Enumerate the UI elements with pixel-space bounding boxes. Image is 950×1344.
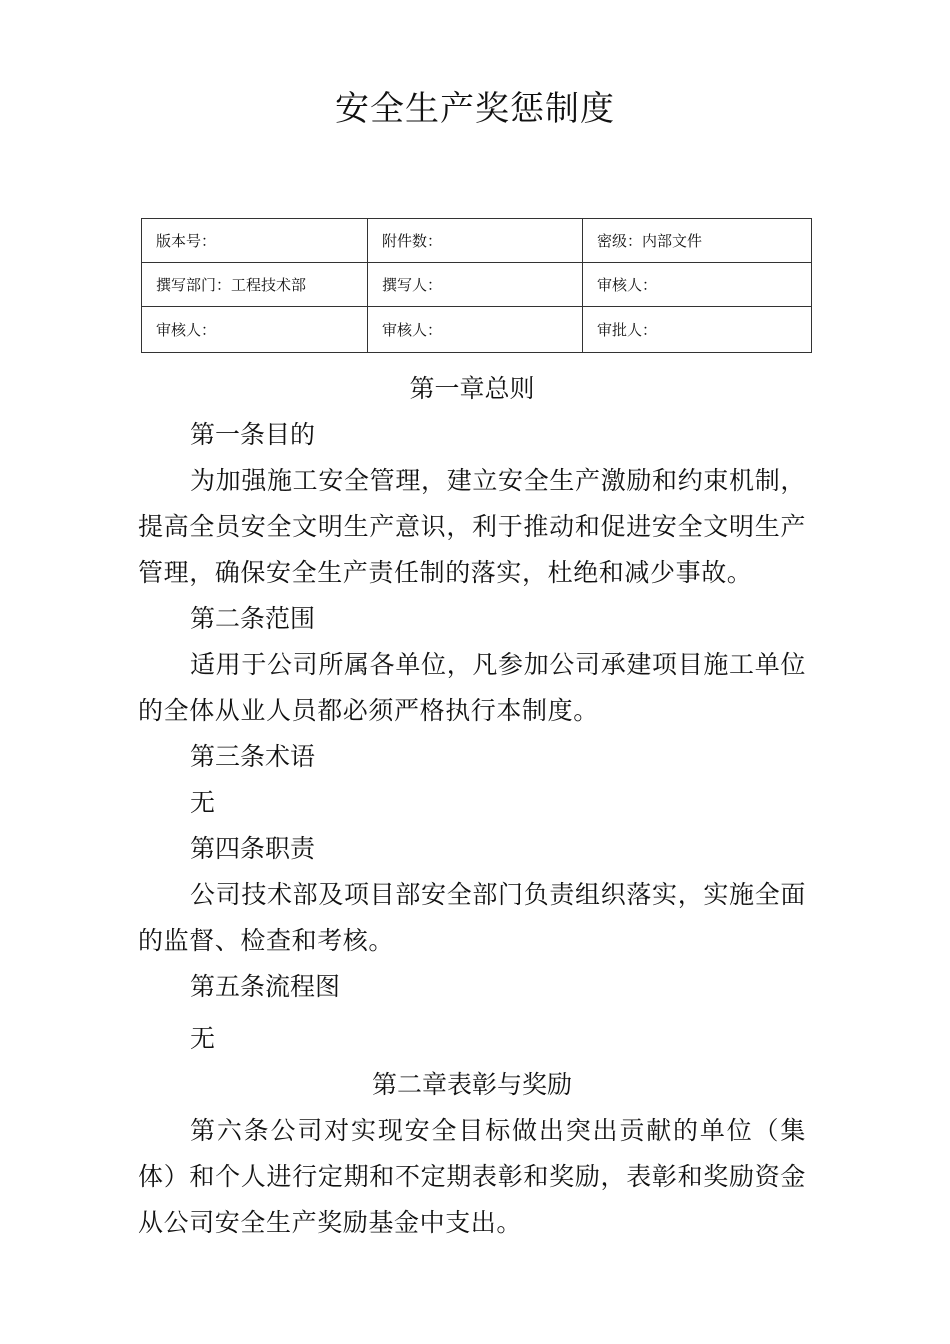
table-row <box>142 263 812 307</box>
reviewer-cell: 审核人： <box>368 307 583 353</box>
article-text: 无 <box>190 788 216 817</box>
author-dept-cell: 撰写部门：工程技术部 <box>142 263 368 307</box>
chapter-heading: 第二章表彰与奖励 <box>371 1070 572 1099</box>
approver-cell: 审批人： <box>583 307 812 353</box>
article-title: 第三条术语 <box>190 742 316 771</box>
author-cell: 撰写人： <box>368 263 583 307</box>
article-text: 公司技术部及项目部安全部门负责组织落实，实施全面的监督、检查和考核。 <box>138 880 806 955</box>
article-text: 适用于公司所属各单位，凡参加公司承建项目施工单位的全体从业人员都必须严格执行本制度。 <box>138 650 806 725</box>
article-text: 为加强施工安全管理，建立安全生产激励和约束机制，提高全员安全文明生产意识，利于推动和促进安全文明生产管理，确保安全生产责任制的落实，杜绝和减少事故。 <box>138 466 806 587</box>
article-text: 无 <box>190 1024 216 1053</box>
reviewer-cell: 审核人： <box>583 263 812 307</box>
table-row <box>142 219 812 263</box>
article-title: 第一条目的 <box>190 420 316 449</box>
attachments-cell: 附件数： <box>368 219 583 263</box>
document-title: 安全生产奖惩制度 <box>335 89 615 129</box>
article-title: 第四条职责 <box>190 834 316 863</box>
document-meta-table <box>141 218 812 353</box>
reviewer-cell: 审核人： <box>142 307 368 353</box>
article-text: 第六条公司对实现安全目标做出突出贡献的单位（集体）和个人进行定期和不定期表彰和奖励，表彰和奖励资金从公司安全生产奖励基金中支出。 <box>138 1116 806 1237</box>
table-row <box>142 307 812 353</box>
version-cell: 版本号： <box>142 219 368 263</box>
chapter-heading: 第一章总则 <box>409 374 535 403</box>
document-body <box>138 366 806 1246</box>
article-title: 第二条范围 <box>190 604 316 633</box>
classification-cell: 密级：内部文件 <box>583 219 812 263</box>
article-title: 第五条流程图 <box>190 972 341 1001</box>
